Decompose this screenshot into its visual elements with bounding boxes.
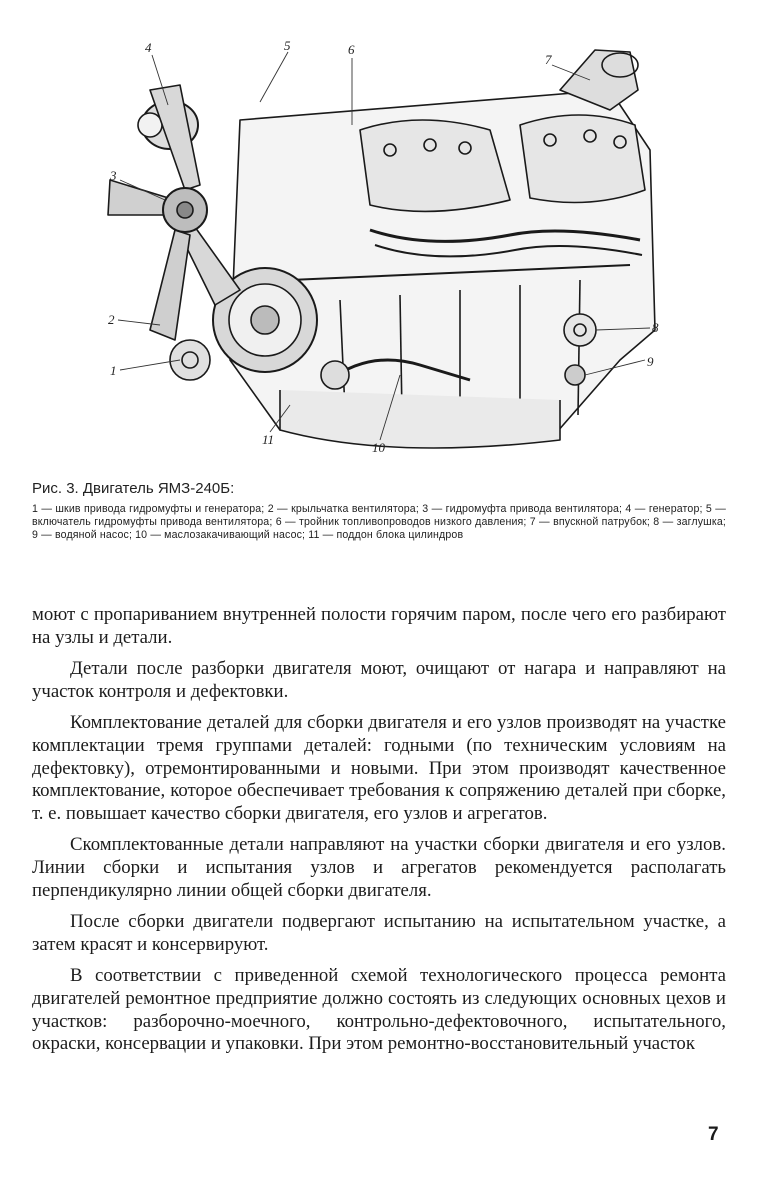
figure-caption-legend: 1 — шкив привода гидромуфты и генератора; 2 — крыльчатка вентилятора; 3 — гидромуфта привода вентилятора; 4 — генератор; 5 — включатель гидромуфты привода вентилятора; 6 — тройник топливопроводов низкого давления; 7 — впускной патрубок; 8 — заглушка; 9 — водяной насос; 10 — маслозакачивающий насос; 11 — поддон блока цилиндров bbox=[32, 503, 726, 541]
callout-3: 3 bbox=[110, 168, 117, 183]
callout-4: 4 bbox=[145, 40, 152, 55]
engine-figure bbox=[90, 30, 690, 470]
callout-9: 9 bbox=[647, 354, 654, 369]
paragraph: Скомплектованные детали направляют на участки сборки двигателя и его узлов. Линии сборки и испытания узлов и агрегатов рекомендуется располагать перпендикулярно линии общей сборки двигателя. bbox=[32, 834, 726, 901]
paragraph: Детали после разборки двигателя моют, очищают от нагара и направляют на участок контроля и дефектовки. bbox=[32, 658, 726, 702]
callout-8: 8 bbox=[652, 320, 659, 335]
callout-1: 1 bbox=[110, 363, 117, 378]
paragraph: Комплектование деталей для сборки двигателя и его узлов производят на участке комплектации тремя группами деталей: годными (по техническим условиям на дефектовку), отремонтированными и новыми. При этом производят качественное комплектование, которое обеспечивает требования к сопряжению деталей при сборке, т. е. повышает качество сборки двигателя, его узлов и агрегатов. bbox=[32, 712, 726, 824]
engine-drawing bbox=[90, 30, 690, 470]
callout-6: 6 bbox=[348, 42, 355, 57]
callout-7: 7 bbox=[545, 52, 552, 67]
callout-2: 2 bbox=[108, 312, 115, 327]
figure-caption-title: Рис. 3. Двигатель ЯМЗ-240Б: bbox=[32, 480, 235, 497]
page-number: 7 bbox=[708, 1124, 719, 1145]
paragraph: моют с пропариванием внутренней полости горячим паром, после чего его разбирают на узлы и детали. bbox=[32, 604, 726, 648]
callout-10: 10 bbox=[372, 440, 385, 455]
callout-11: 11 bbox=[262, 432, 275, 447]
callout-5: 5 bbox=[284, 38, 291, 53]
paragraph: После сборки двигатели подвергают испытанию на испытательном участке, а затем красят и консервируют. bbox=[32, 911, 726, 955]
body-text bbox=[32, 604, 726, 1065]
paragraph: В соответствии с приведенной схемой технологического процесса ремонта двигателей ремонтное предприятие должно состоять из следующих основных цехов и участков: разборочно-моечного, контрольно-дефектовочного, испытательного, окраски, консервации и упаковки. При этом ремонтно-восстановительный участок bbox=[32, 965, 726, 1055]
